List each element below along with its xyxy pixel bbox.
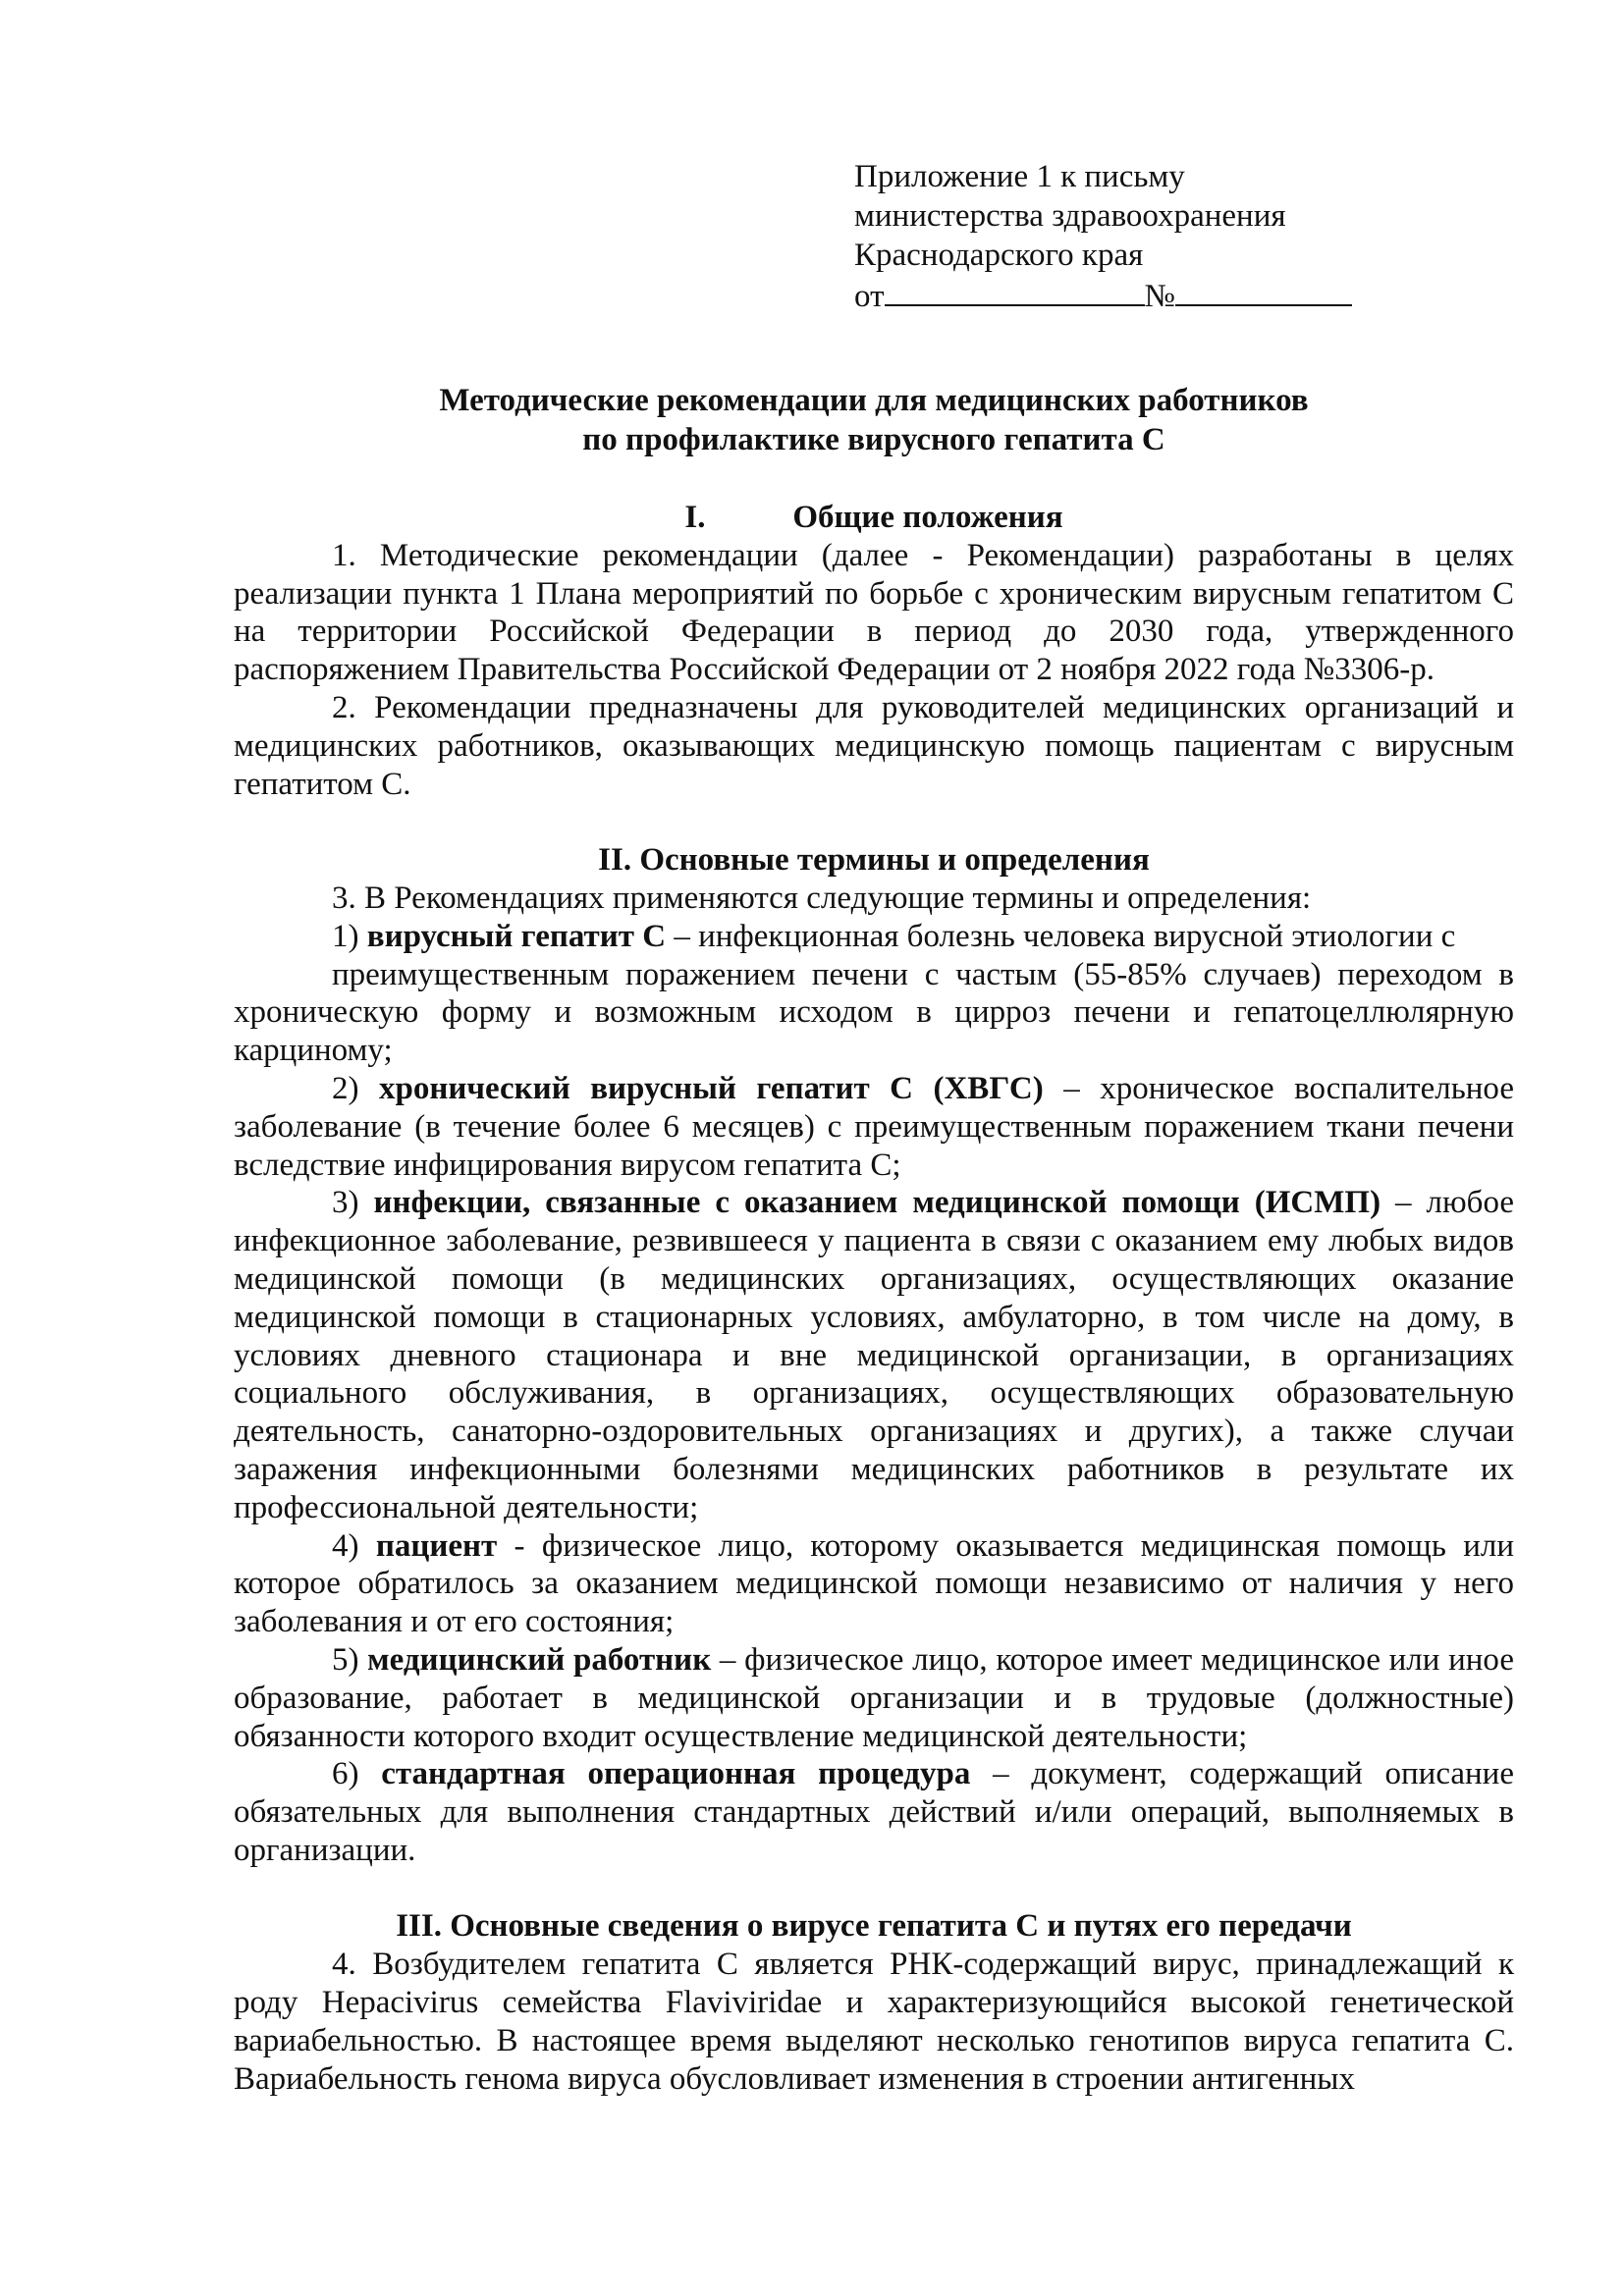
term-6 bbox=[234, 1755, 1514, 1869]
paragraph-4: 4. Возбудителем гепатита С является РНК-содержащий вирус, принадлежащий к роду Hepacivirus семейства Flaviviridae и характеризующийся высокой генетической вариабельностью. В настоящее время выделяют несколько генотипов вируса гепатита С. Вариабельность генома вируса обусловливает изменения в строении антигенных bbox=[234, 1947, 1514, 2097]
term-1-number: 1) bbox=[332, 918, 367, 954]
term-6-definition: – документ, содержащий описание обязательных для выполнения стандартных действий и/или операций, выполняемых в организации. bbox=[234, 1756, 1514, 1868]
attachment-line-2: министерства здравоохранения bbox=[854, 198, 1286, 234]
term-3-definition: – любое инфекционное заболевание, резвившееся у пациента в связи с оказанием ему любых видов медицинской помощи (в медицинских организациях, осуществляющих оказание медицинской помощи в стационарных условиях, амбулаторно, в том числе на дому, в условиях дневного стационара и вне медицинской организации, в организациях социального обслуживания, в организациях, осуществляющих образовательную деятельность, санаторно-оздоровительных организациях и других), а также случаи заражения инфекционными болезнями медицинских работников в результате их профессиональной деятельности; bbox=[234, 1185, 1514, 1525]
term-2-number: 2) bbox=[332, 1070, 379, 1106]
number-blank-line bbox=[1175, 275, 1352, 306]
attachment-from-label: от bbox=[854, 279, 885, 314]
term-4-number: 4) bbox=[332, 1527, 376, 1564]
term-4-name: пациент bbox=[375, 1527, 498, 1564]
section-1-heading bbox=[234, 499, 1514, 537]
title-line-2: по профилактике вирусного гепатита С bbox=[582, 422, 1165, 457]
term-1-name: вирусный гепатит С bbox=[366, 918, 667, 954]
term-1-definition: – инфекционная болезнь человека вирусной этиологии с bbox=[666, 918, 1456, 954]
term-5-name: медицинский работник bbox=[367, 1641, 712, 1678]
attachment-header bbox=[854, 157, 1365, 316]
section-1-title: Общие положения bbox=[792, 500, 1063, 535]
term-2 bbox=[234, 1070, 1514, 1184]
attachment-line-1: Приложение 1 к письму bbox=[854, 159, 1185, 194]
term-6-number: 6) bbox=[332, 1756, 382, 1792]
term-1-continuation: преимущественным поражением печени с частым (55-85% случаев) переходом в хроническую форму и возможным исходом в цирроз печени и гепатоцеллюлярную карциному; bbox=[234, 956, 1514, 1069]
term-1 bbox=[234, 918, 1514, 956]
paragraph-1: 1. Методические рекомендации (далее - Рекомендации) разработаны в целях реализации пункта 1 Плана мероприятий по борьбе с хроническим вирусным гепатитом С на территории Российской Федерации в период до 2030 года, утвержденного распоряжением Правительства Российской Федерации от 2 ноября 2022 года №3306-р. bbox=[234, 537, 1514, 688]
document-title bbox=[236, 381, 1512, 459]
title-line-1: Методические рекомендации для медицинских работников bbox=[439, 383, 1309, 418]
term-3-name: инфекции, связанные с оказанием медицинской помощи (ИСМП) bbox=[373, 1185, 1381, 1221]
term-4 bbox=[234, 1527, 1514, 1641]
spacer bbox=[234, 803, 1514, 841]
term-6-name: стандартная операционная процедура bbox=[381, 1756, 971, 1792]
spacer bbox=[234, 1870, 1514, 1908]
document-body bbox=[234, 499, 1514, 2098]
term-2-name: хронический вирусный гепатит С (ХВГС) bbox=[378, 1070, 1044, 1106]
term-5 bbox=[234, 1641, 1514, 1755]
attachment-line-3: Краснодарского края bbox=[854, 238, 1144, 273]
attachment-number-label: № bbox=[1144, 279, 1175, 314]
term-5-number: 5) bbox=[332, 1641, 368, 1678]
paragraph-2: 2. Рекомендации предназначены для руководителей медицинских организаций и медицинских работников, оказывающих медицинскую помощь пациентам с вирусным гепатитом С. bbox=[234, 689, 1514, 802]
date-blank-line bbox=[885, 275, 1145, 306]
term-3 bbox=[234, 1184, 1514, 1526]
term-5-definition: – физическое лицо, которое имеет медицинское или иное образование, работает в медицинской организации и в трудовые (должностные) обязанности которого входит осуществление медицинской деятельности; bbox=[234, 1641, 1514, 1754]
attachment-date-number-line bbox=[854, 275, 1365, 316]
term-2-definition: – хроническое воспалительное заболевание (в течение более 6 месяцев) с преимущественным поражением ткани печени вследствие инфицирования вирусом гепатита С; bbox=[234, 1070, 1514, 1183]
section-1-number: I. bbox=[684, 500, 706, 535]
paragraph-3: 3. В Рекомендациях применяются следующие термины и определения: bbox=[332, 880, 1312, 916]
section-3-heading: III. Основные сведения о вирусе гепатита С и путях его передачи bbox=[396, 1908, 1352, 1945]
term-3-number: 3) bbox=[332, 1185, 374, 1221]
section-2-heading: II. Основные термины и определения bbox=[598, 842, 1150, 879]
term-4-definition: - физическое лицо, которому оказывается медицинская помощь или которое обратилось за оказанием медицинской помощи независимо от наличия у него заболевания и от его состояния; bbox=[234, 1527, 1514, 1640]
